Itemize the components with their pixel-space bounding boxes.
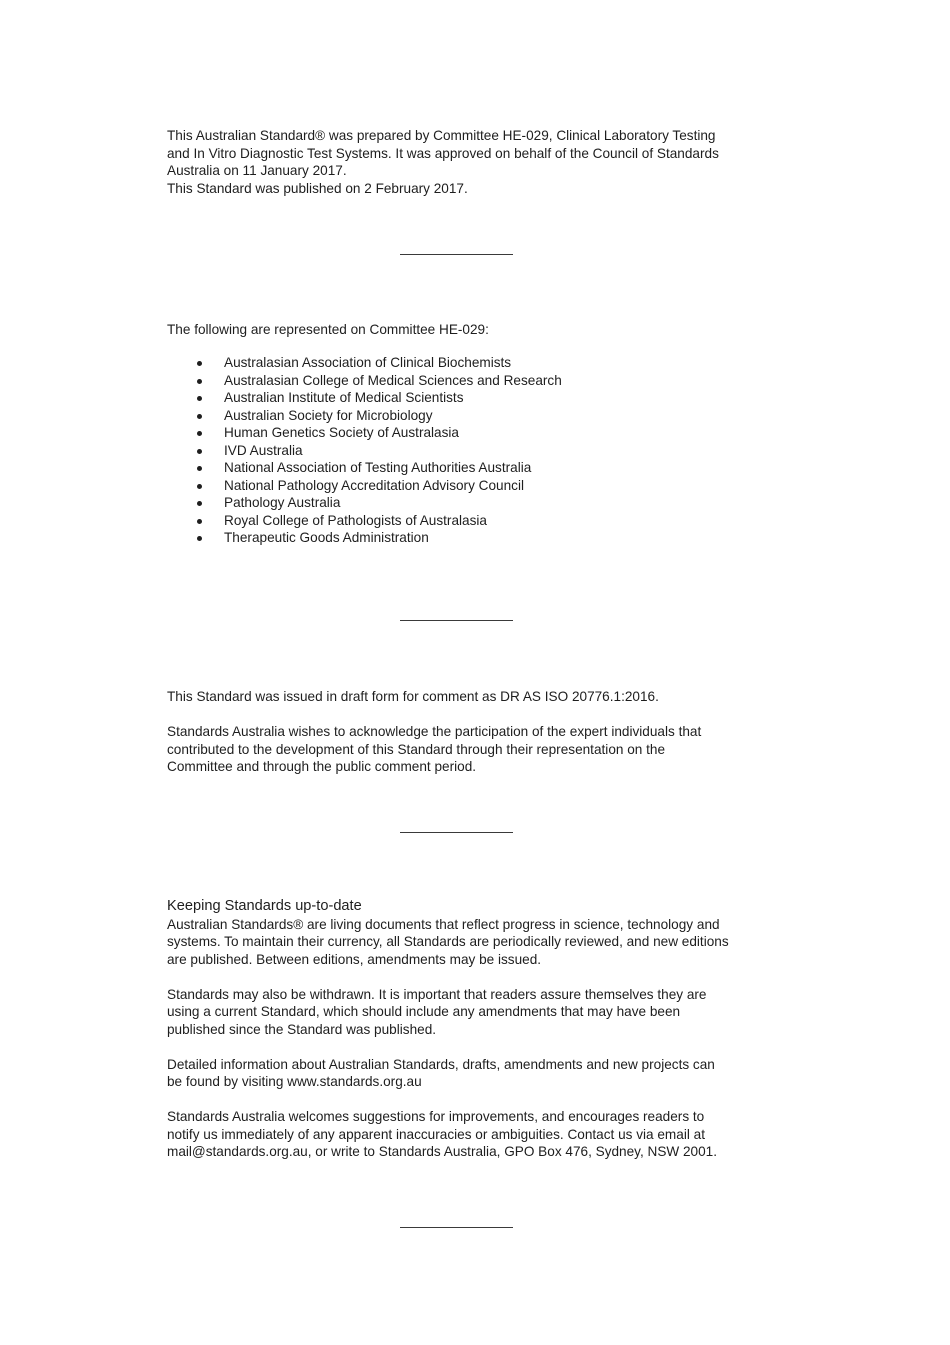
prepared-by-block [167,127,757,197]
bullet-icon [197,361,202,366]
bullet-icon [197,501,202,506]
committee-intro-block [167,321,757,339]
member-name: Pathology Australia [224,495,341,510]
divider-4 [400,1227,513,1228]
paragraph-1-line-1: Australian Standards® are living documents that reflect progress in science, technology and [167,916,720,932]
list-item [167,372,562,390]
published-date-line: This Standard was published on 2 February 2017. [167,180,468,196]
bullet-icon [197,519,202,524]
prepared-line-3: Australia on 11 January 2017. [167,163,347,178]
paragraph-2-line-3: published since the Standard was published. [167,1021,437,1037]
list-item [167,354,562,372]
member-name: Therapeutic Goods Administration [224,530,429,545]
bullet-icon [197,466,202,471]
paragraph-3-line-1: Detailed information about Australian Standards, drafts, amendments and new projects can [167,1056,715,1072]
list-item [167,442,562,460]
list-item [167,389,562,407]
list-item [167,529,562,547]
member-name: National Association of Testing Authorities Australia [224,460,532,475]
section-heading: Keeping Standards up-to-date [167,898,362,914]
divider-2 [400,620,513,621]
member-name: Royal College of Pathologists of Australasia [224,512,487,528]
draft-issued: This Standard was issued in draft form for comment as DR AS ISO 20776.1:2016. [167,689,659,704]
acknowledgement-line-1: Standards Australia wishes to acknowledge the participation of the expert individuals that [167,724,702,739]
paragraph-1-line-3: are published. Between editions, amendments may be issued. [167,951,542,967]
list-item [167,477,562,495]
member-name: Australasian Association of Clinical Biochemists [224,355,512,370]
divider-1 [400,254,513,255]
paragraph-4-suffix: , or write to Standards Australia, GPO Box 476, Sydney, NSW 2001. [307,1144,718,1159]
divider-3 [400,832,513,833]
member-name: Australasian College of Medical Sciences and Research [224,372,562,388]
website-link[interactable]: www.standards.org.au [287,1074,422,1089]
paragraph-4-line-1: Standards Australia welcomes suggestions for improvements, and encourages readers to [167,1109,705,1124]
email-link[interactable]: mail@standards.org.au [167,1144,308,1159]
bullet-icon [197,536,202,541]
paragraph-1-line-2: systems. To maintain their currency, all Standards are periodically reviewed, and new editions [167,934,729,949]
list-item [167,459,562,477]
prepared-line-1: This Australian Standard® was prepared by Committee HE-029, Clinical Laboratory Testing [167,128,716,143]
paragraph-3-line-2 [167,1073,757,1091]
bullet-icon [197,484,202,489]
paragraph-4-line-2: notify us immediately of any apparent inaccuracies or ambiguities. Contact us via email at [167,1126,705,1142]
member-name: Australian Institute of Medical Scientists [224,390,464,405]
paragraph-2-line-1: Standards may also be withdrawn. It is important that readers assure themselves they are [167,986,707,1002]
member-name: Australian Society for Microbiology [224,407,433,423]
member-name: Human Genetics Society of Australasia [224,425,459,440]
bullet-icon [197,379,202,384]
draft-block [167,688,757,776]
acknowledgement-line-3: Committee and through the public comment period. [167,759,477,774]
member-name: National Pathology Accreditation Advisory Council [224,477,524,493]
list-item [167,407,562,425]
committee-member-list [167,354,562,547]
bullet-icon [197,449,202,454]
committee-intro: The following are represented on Committee HE-029: [167,322,489,337]
bullet-icon [197,396,202,401]
bullet-icon [197,414,202,419]
prepared-line-2: and In Vitro Diagnostic Test Systems. It was approved on behalf of the Council of Standards [167,145,719,161]
acknowledgement-line-2: contributed to the development of this Standard through their representation on the [167,741,666,757]
list-item [167,424,562,442]
bullet-icon [197,431,202,436]
paragraph-2-line-2: using a current Standard, which should include any amendments that may have been [167,1004,681,1019]
keeping-standards-block [167,898,757,1161]
paragraph-4-line-3 [167,1143,757,1161]
paragraph-3-prefix: be found by visiting [167,1074,288,1089]
list-item [167,512,562,530]
list-item [167,494,562,512]
member-name: IVD Australia [224,442,303,458]
